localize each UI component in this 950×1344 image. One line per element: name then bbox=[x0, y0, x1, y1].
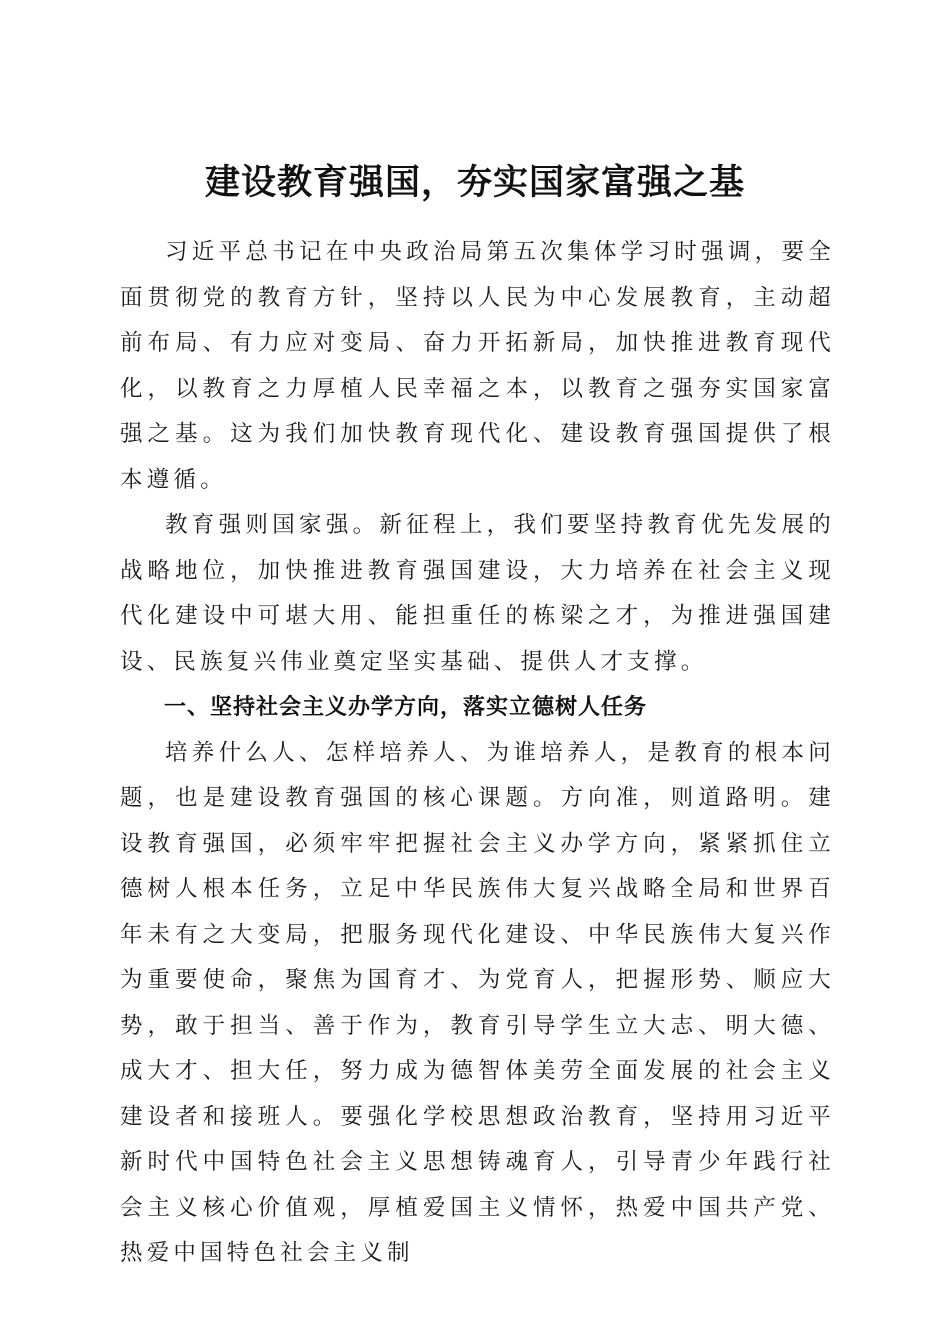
document-title: 建设教育强国，夯实国家富强之基 bbox=[204, 162, 745, 204]
section-1-paragraph: 培养什么人、怎样培养人、为谁培养人，是教育的根本问题，也是建设教育强国的核心课题。方向准，则道路明。建设教育强国，必须牢牢把握社会主义办学方向，紧紧抓住立德树人根本任务，立足中华民族伟大复兴战略全局和世界百年未有之大变局，把服务现代化建设、中华民族伟大复兴作为重要使命，聚焦为国育才、为党育人，把握形势、顺应大势，敢于担当、善于作为，教育引导学生立大志、明大德、成大才、担大任，努力成为德智体美劳全面发展的社会主义建设者和接班人。要强化学校思想政治教育，坚持用习近平新时代中国特色社会主义思想铸魂育人，引导青少年践行社会主义核心价值观，厚植爱国主义情怀，热爱中国共产党、热爱中国特色社会主义制 bbox=[120, 739, 835, 1266]
document-body bbox=[120, 230, 835, 1277]
intro-paragraph: 习近平总书记在中央政治局第五次集体学习时强调，要全面贯彻党的教育方针，坚持以人民为中心发展教育，主动超前布局、有力应对变局、奋力开拓新局，加快推进教育现代化，以教育之力厚植人民幸福之本，以教育之强夯实国家富强之基。这为我们加快教育现代化、建设教育强国提供了根本遵循。 bbox=[120, 239, 835, 493]
context-paragraph: 教育强则国家强。新征程上，我们要坚持教育优先发展的战略地位，加快推进教育强国建设，大力培养在社会主义现代化建设中可堪大用、能担重任的栋梁之才，为推进强国建设、民族复兴伟业奠定坚实基础、提供人才支撑。 bbox=[120, 512, 835, 675]
section-heading-1: 一、坚持社会主义办学方向，落实立德树人任务 bbox=[164, 695, 648, 720]
